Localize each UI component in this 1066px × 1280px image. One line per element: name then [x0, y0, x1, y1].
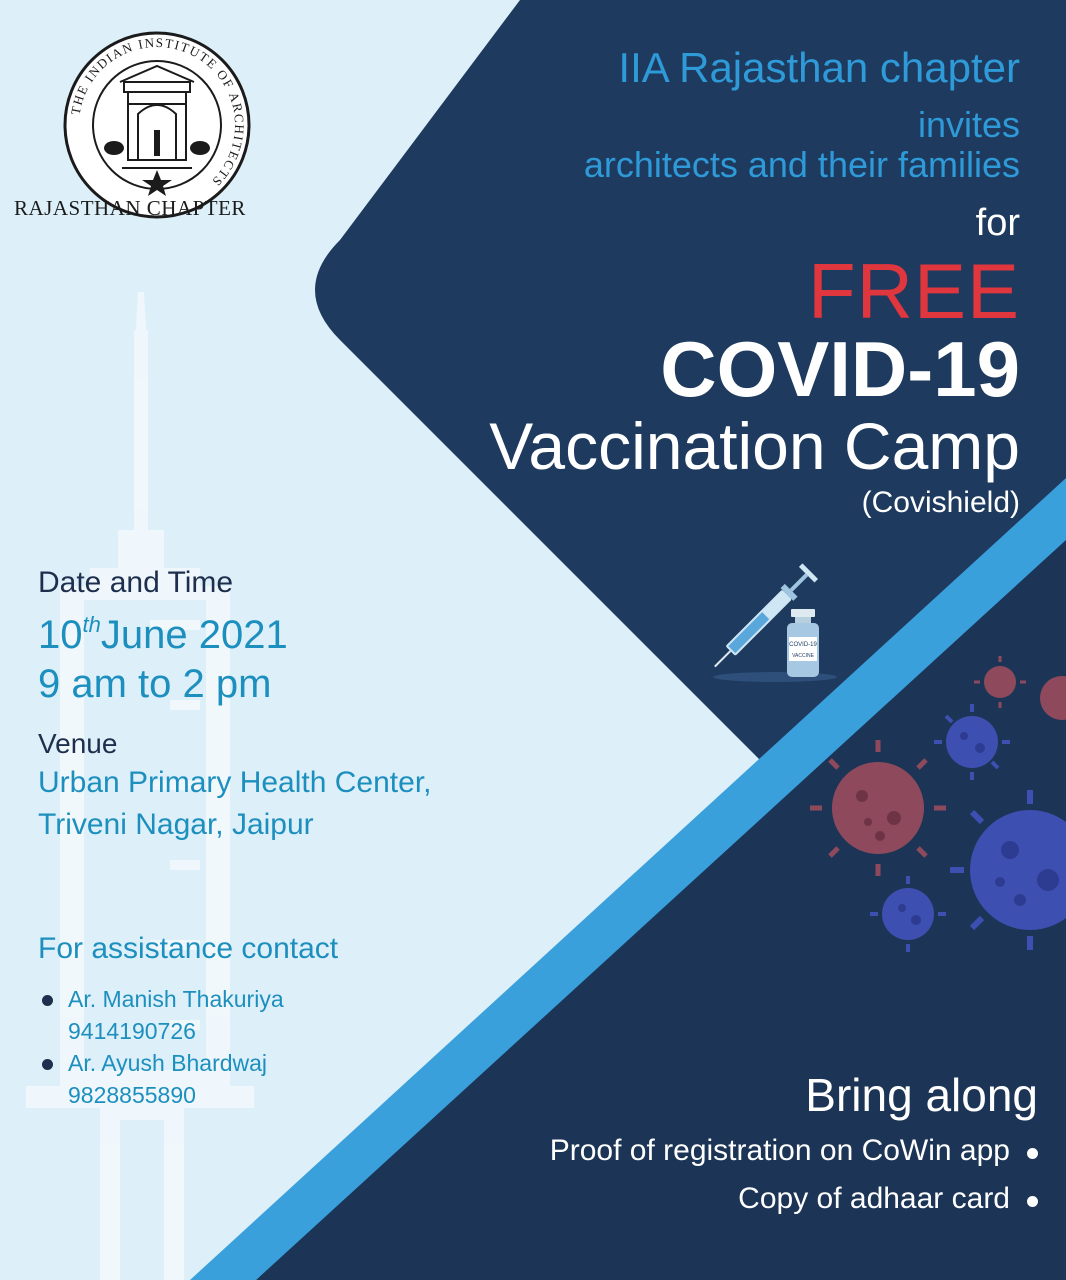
invites-text: invites: [917, 104, 1020, 145]
virus-red-small-icon: [974, 656, 1026, 708]
covid-title: COVID-19: [660, 325, 1020, 413]
assistance-title: For assistance contact: [38, 932, 339, 965]
for-text: for: [975, 202, 1020, 244]
contact-name: Ar. Ayush Bhardwaj: [68, 1050, 268, 1076]
audience-text: architects and their families: [583, 144, 1020, 185]
date-label: Date and Time: [38, 566, 234, 599]
venue-line-1: Urban Primary Health Center,: [38, 766, 432, 799]
bring-item: Proof of registration on CoWin app: [549, 1134, 1010, 1167]
contact-phone: 9828855890: [68, 1082, 196, 1108]
logo-ring-text: THE INDIAN INSTITUTE OF ARCHITECTS: [67, 34, 248, 191]
contact-name: Ar. Manish Thakuriya: [68, 986, 284, 1012]
virus-illustrations: [810, 650, 1066, 980]
vial-label-bottom: VACCINE: [792, 653, 814, 659]
event-time: 9 am to 2 pm: [38, 662, 272, 706]
contact-bullet: [42, 1059, 53, 1070]
bring-item-bullet: [1027, 1196, 1038, 1207]
virus-blue-large-icon: [950, 790, 1066, 950]
date-day: 10: [38, 613, 83, 657]
organization-name: IIA Rajasthan chapter: [618, 44, 1020, 91]
virus-red-edge-icon: [1040, 676, 1066, 720]
contact-bullet: [42, 995, 53, 1006]
vial-label-top: COVID-19: [789, 642, 817, 648]
free-title: FREE: [807, 247, 1020, 335]
venue-label: Venue: [38, 728, 118, 759]
logo-caption: RAJASTHAN CHAPTER: [14, 196, 246, 220]
bring-item-bullet: [1027, 1148, 1038, 1159]
date-suffix: th: [82, 612, 101, 637]
virus-blue-small-icon: [870, 876, 946, 952]
venue-line-2: Triveni Nagar, Jaipur: [38, 808, 314, 841]
virus-blue-medium-icon: [934, 704, 1010, 780]
contact-phone: 9414190726: [68, 1018, 196, 1044]
vaccine-name: (Covishield): [861, 486, 1020, 519]
bring-item: Copy of adhaar card: [738, 1182, 1010, 1215]
bring-along-title: Bring along: [805, 1069, 1038, 1121]
camp-title: Vaccination Camp: [489, 409, 1020, 483]
iia-logo: [62, 30, 252, 220]
virus-red-large-icon: [810, 740, 946, 876]
event-date: [38, 612, 288, 658]
date-rest: June 2021: [100, 613, 288, 657]
